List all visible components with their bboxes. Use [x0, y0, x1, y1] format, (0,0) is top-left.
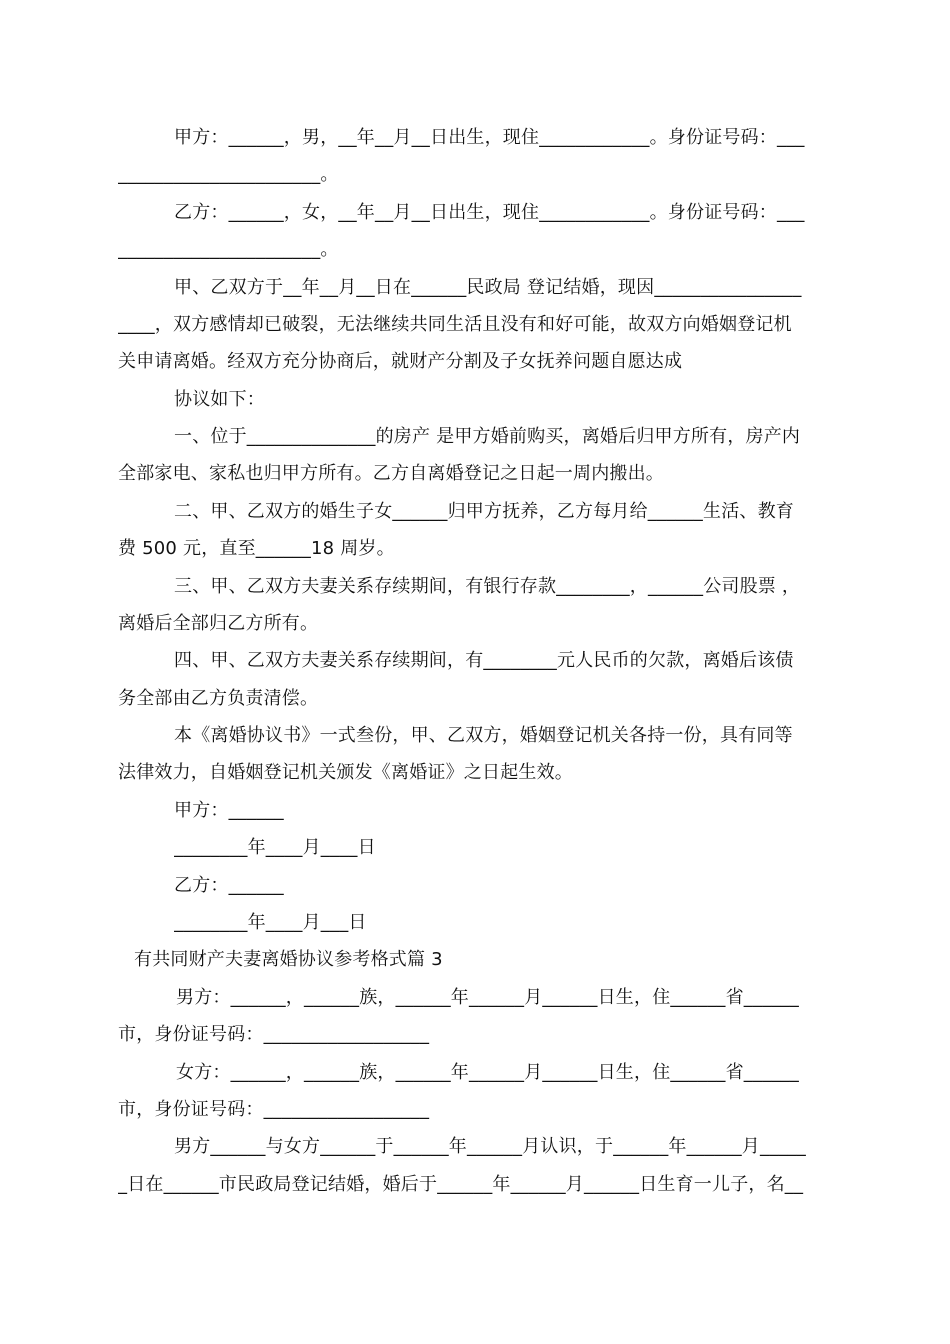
- clause-3-line-2: 离婚后全部归乙方所有。: [118, 613, 319, 634]
- marriage-paragraph-line-3: 关申请离婚。经双方充分协商后，就财产分割及子女抚养问题自愿达成: [118, 351, 683, 372]
- clause-3-line-1: 三、甲、乙双方夫妻关系存续期间，有银行存款________，______公司股票 ，: [174, 576, 801, 597]
- clause-4-line-1: 四、甲、乙双方夫妻关系存续期间，有________元人民币的欠款，离婚后该债: [174, 650, 794, 671]
- history-line-2: _日在______市民政局登记结婚，婚后于______年______月______日生育一儿子，名__: [118, 1174, 804, 1195]
- signature-party-b: 乙方：______: [174, 875, 284, 896]
- marriage-paragraph-line-2: ____，双方感情却已破裂，无法继续共同生活且没有和好可能，故双方向婚姻登记机: [118, 314, 792, 335]
- validity-line-2: 法律效力，自婚姻登记机关颁发《离婚证》之日起生效。: [118, 762, 573, 783]
- clause-4-line-2: 务全部由乙方负责清偿。: [118, 688, 319, 709]
- agreement-intro: 协议如下：: [174, 389, 265, 410]
- party-b-info: 乙方：______，女，__年__月__日出生，现住____________。身份证号码：___: [174, 202, 805, 223]
- marriage-paragraph-line-1: 甲、乙双方于__年__月__日在______民政局 登记结婚，现因________________: [174, 277, 802, 298]
- party-b-id-continued: ______________________。: [118, 239, 339, 260]
- clause-1-line-1: 一、位于______________的房产 是甲方婚前购买，离婚后归甲方所有，房产内: [174, 426, 801, 447]
- signature-date-a: ________年____月____日: [174, 837, 376, 858]
- clause-2-line-1: 二、甲、乙双方的婚生子女______归甲方抚养，乙方每月给______生活、教育: [174, 501, 794, 522]
- clause-1-line-2: 全部家电、家私也归甲方所有。乙方自离婚登记之日起一周内搬出。: [118, 463, 664, 484]
- female-party-info: 女方：______，______族，______年______月______日生，住______省______: [176, 1062, 799, 1083]
- party-a-id-continued: ______________________。: [118, 164, 339, 185]
- section-heading: 有共同财产夫妻离婚协议参考格式篇 3: [134, 949, 443, 970]
- history-line-1: 男方______与女方______于______年______月认识，于______年______月_____: [174, 1136, 806, 1157]
- male-party-id: 市，身份证号码：__________________: [118, 1024, 430, 1045]
- female-party-id: 市，身份证号码：__________________: [118, 1099, 430, 1120]
- signature-date-b: ________年____月___日: [174, 912, 367, 933]
- signature-party-a: 甲方：______: [174, 800, 284, 821]
- validity-line-1: 本《离婚协议书》一式叁份，甲、乙双方，婚姻登记机关各持一份，具有同等: [174, 725, 793, 746]
- clause-2-line-2: 费 500 元，直至______18 周岁。: [118, 538, 395, 559]
- party-a-info: 甲方：______，男，__年__月__日出生，现住____________。身份证号码：___: [174, 127, 805, 148]
- male-party-info: 男方：______，______族，______年______月______日生，住______省______: [176, 987, 799, 1008]
